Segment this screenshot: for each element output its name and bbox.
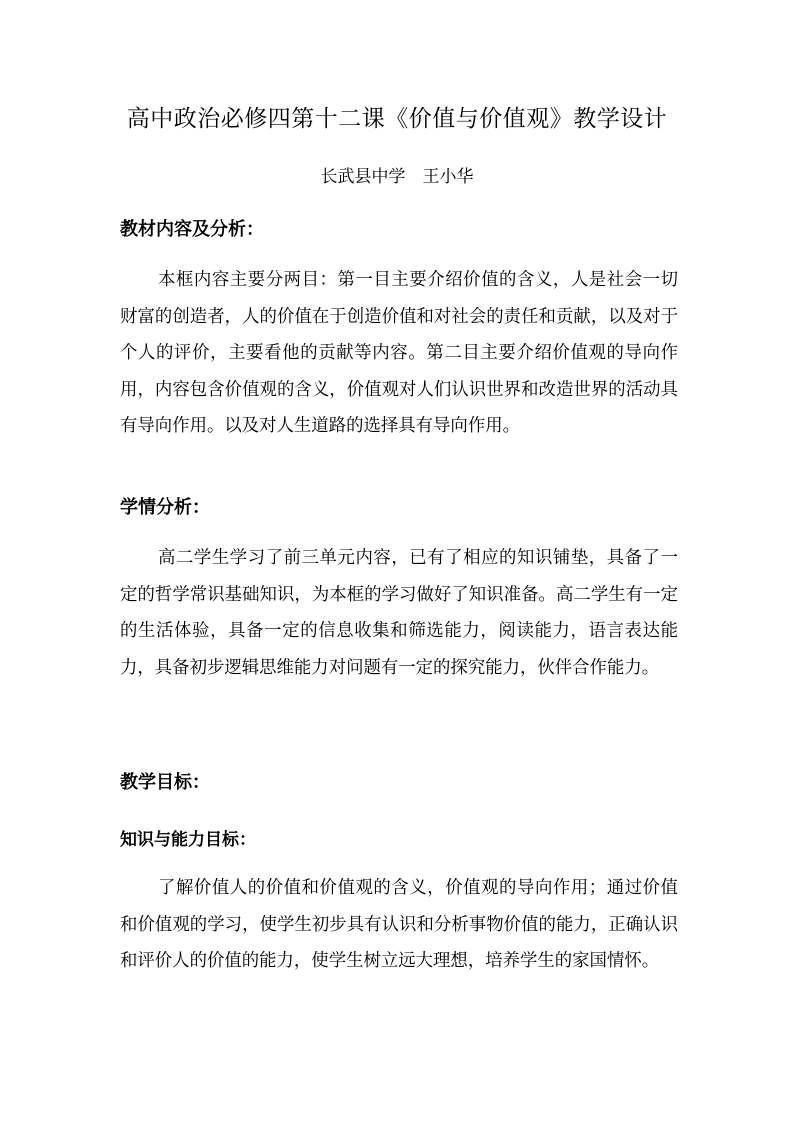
section-heading-knowledge-ability: 知识与能力目标： — [120, 830, 256, 850]
document-title: 高中政治必修四第十二课《价值与价值观》教学设计 — [126, 106, 668, 132]
section-heading-objectives: 教学目标： — [120, 772, 210, 793]
section-heading-materials: 教材内容及分析： — [120, 219, 264, 240]
section-paragraph-students: 高二学生学习了前三单元内容，已有了相应的知识铺垫，具备了一定的哲学常识基础知识，为本框的学习做好了知识准备。高二学生有一定的生活体验，具备一定的信息收集和筛选能力，阅读能力，语言表达能力，具备初步逻辑思维能力对问题有一定的探究能力，伙伴合作能力。 — [120, 548, 678, 678]
section-paragraph-knowledge-ability: 了解价值人的价值和价值观的含义，价值观的导向作用；通过价值和价值观的学习，使学生初步具有认识和分析事物价值的能力，正确认识和评价人的价值的能力，使学生树立远大理想，培养学生的家国情怀。 — [120, 878, 678, 971]
section-paragraph-materials: 本框内容主要分两目：第一目主要介绍价值的含义，人是社会一切财富的创造者，人的价值在于创造价值和对社会的责任和贡献，以及对于个人的评价，主要看他的贡献等内容。第二目主要介绍价值观的导向作用，内容包含价值观的含义，价值观对人们认识世界和改造世界的活动具有导向作用。以及对人生道路的选择具有导向作用。 — [120, 270, 678, 436]
document-author: 长武县中学 王小华 — [320, 167, 474, 187]
section-heading-students: 学情分析： — [120, 497, 210, 518]
